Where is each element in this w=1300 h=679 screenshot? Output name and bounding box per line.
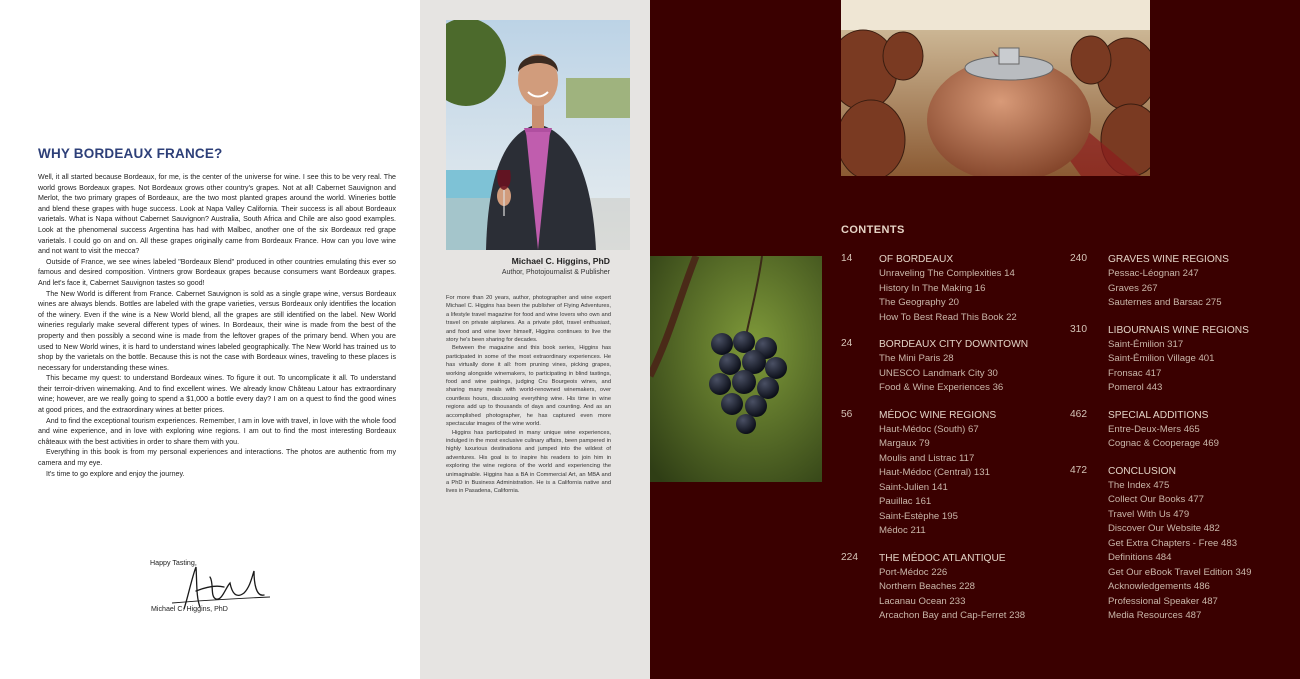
toc-entry: Arcachon Bay and Cap-Ferret 238 (879, 610, 1026, 621)
toc-entry: Get Our eBook Travel Edition 349 (1108, 566, 1252, 578)
toc-section (1070, 324, 1280, 396)
toc-entry: Media Resources 487 (1108, 610, 1202, 621)
closing-text: Happy Tasting, (150, 559, 197, 567)
toc-section-page-number: 224 (841, 551, 858, 563)
toc-section-title: CONCLUSION (1108, 465, 1176, 477)
toc-section-title: LIBOURNAIS WINE REGIONS (1108, 324, 1249, 336)
toc-entry: Unraveling The Complexities 14 (879, 268, 1015, 279)
toc-section-page-number: 24 (841, 338, 853, 349)
letter-body (38, 172, 396, 479)
toc-entry: Saint-Estèphe 195 (879, 510, 958, 522)
toc-entry: Entre-Deux-Mers 465 (1108, 423, 1200, 435)
toc-section-title: OF BORDEAUX (879, 254, 954, 265)
toc-entry: Pomerol 443 (1108, 382, 1163, 393)
toc-section-page-number: 462 (1070, 408, 1087, 420)
letter-paragraph: Everything in this book is from my personal experiences and interactions. The photos are authentic from my camera and my eye. (38, 448, 396, 468)
toc-section (1070, 465, 1280, 624)
wine-cellar-photo (841, 0, 1150, 176)
toc-section (841, 253, 1051, 325)
left-page (0, 0, 420, 679)
toc-entry: Discover Our Website 482 (1108, 523, 1220, 534)
toc-entry: Get Extra Chapters - Free 483 (1108, 537, 1238, 549)
letter-paragraph: And to find the exceptional tourism experiences. Remember, I am in love with travel, in love with the whole food and wine experience, and in love with exploring wine regions. I am out to find the most interesting Bordeaux châteaux with the best activities in order to share them with you. (38, 416, 396, 446)
toc-section (1070, 253, 1280, 311)
toc-entry: Pessac-Léognan 247 (1108, 268, 1199, 279)
toc-entry: How To Best Read This Book 22 (879, 311, 1017, 323)
grape-cluster-photo (650, 256, 822, 482)
toc-entry: Saint-Émilion Village 401 (1108, 353, 1215, 364)
toc-entry: The Mini Paris 28 (879, 353, 954, 364)
toc-entry: Pauillac 161 (879, 496, 932, 507)
letter-paragraph: Outside of France, we see wines labeled "Bordeaux Blend" produced in other countries emulating this ever so famous and desired composition. Vintners grow Bordeaux grapes because consumers want Bordeaux grapes. And let's face it, Cabernet Sauvignon tastes so good! (38, 257, 396, 287)
toc-section-page-number: 240 (1070, 253, 1087, 264)
toc-entry: Saint-Julien 141 (879, 481, 948, 493)
toc-entry: Médoc 211 (879, 525, 926, 536)
toc-entry: Margaux 79 (879, 438, 930, 449)
caption-name: Michael C. Higgins, PhD (511, 256, 610, 266)
toc-entry: Collect Our Books 477 (1108, 494, 1204, 505)
toc-section (1070, 409, 1280, 452)
toc-section-title: BORDEAUX CITY DOWNTOWN (879, 339, 1029, 350)
toc-section-page-number: 56 (841, 408, 853, 420)
toc-entry: Fronsac 417 (1108, 367, 1162, 379)
toc-entry: Lacanau Ocean 233 (879, 595, 966, 607)
toc-entry: Definitions 484 (1108, 552, 1172, 563)
toc-entry: Sauternes and Barsac 275 (1108, 297, 1222, 308)
toc-entry: History In The Making 16 (879, 282, 986, 294)
toc-entry: Port-Médoc 226 (879, 566, 948, 578)
toc-section (841, 409, 1051, 539)
letter-paragraph: This became my quest: to understand Bordeaux wines. To figure it out. To uncomplicate it all. To understand their terroir-driven winemaking. And to find excellent wines. We already know Château Latour has extraordinary wine; however, are we really going to spend a $1,000 a bottle every day? I am on a quest to find the good wines at good prices, and the extraordinary wines at better prices. (38, 374, 396, 415)
bio-paragraph: Higgins has participated in many unique wine experiences, indulged in the most exclusive culinary affairs, been pampered in highly luxurious destinations and jumped into the wildest of adventures. His goal is to inspire his readers to join him in exploring the wine regions of the world and experiencing the unimaginable. Higgins has a BA in Commercial Art, an MBA and a PhD in Business Administration. He is a California native and lives in Pasadena, California. (446, 429, 611, 495)
toc-section-title: THE MÉDOC ATLANTIQUE (879, 552, 1006, 564)
bio-paragraph: For more than 20 years, author, photographer and wine expert Michael C. Higgins has been the publisher of Flying Adventures, a lifestyle travel magazine for food and wine lovers who own and travel on private airplanes. As a private pilot, travel enthusiast, and food and wine lover himself, Higgins continues to live the story he's been sharing for decades. (446, 295, 611, 344)
page-heading: WHY BORDEAUX FRANCE? (38, 146, 223, 161)
toc-entry: Professional Speaker 487 (1108, 595, 1218, 607)
caption-role: Author, Photojournalist & Publisher (501, 269, 610, 276)
letter-paragraph: Well, it all started because Bordeaux, for me, is the center of the universe for wine. I see this to be very real. The world grows Bordeaux grapes. Not Bordeaux grows other country's grapes. Not at all! Cabernet Sauvignon and Merlot, the two primary grapes of Bordeaux, are the two most planted grapes around the world. Wineries bottle and blend these grapes with huge success. Look at Napa Valley California. Their success is all about Bordeaux varietals. What is Napa without Cabernet Sauvignon? Australia, South Africa and Chile are also good examples. Look at the phenomenal success Argentina has had with Malbec, another one of the six Bordeaux red grape varietals. I could go on and on. All these grapes originally came from Bordeaux France. How can you love wine and not want to visit the mecca? (38, 173, 396, 256)
toc-entry: UNESCO Landmark City 30 (879, 367, 998, 379)
toc-section (841, 552, 1051, 624)
toc-section-title: SPECIAL ADDITIONS (1108, 409, 1209, 421)
toc-entry: The Geography 20 (879, 297, 960, 308)
letter-paragraph: It's time to go explore and enjoy the journey. (46, 469, 185, 478)
middle-page (420, 0, 650, 679)
bio-paragraph: Between the magazine and this book series, Higgins has participated in some of the most extraordinary experiences. He has virtually done it all: from pruning vines, picking grapes, working alongside winemakers, to participating in blind tastings, food and wine pairings, judging Cru Bourgeois wines, and sharing many meals with world-renowned winemakers, over countless hours, discussing everything wine. His time in wine regions add up to thousands of days and counting. And as an accomplished photographer, he has captured even more spectacular images of the wine world. (446, 345, 611, 428)
letter-paragraph: The New World is different from France. Cabernet Sauvignon is sold as a single grape wine, versus Bordeaux wines are always blends. Bottles are labeled with the grape varieties, versus Bordeaux only identifies the location of the winery. Even if the wine is a New World blend, all the grapes are still identified on the label. New World wineries regularly make several different types of wines. In Bordeaux, their wine is made from the best of the property and then possibly a second wine is made from the leftover grapes of the primary bend. When you are used to New World wines, it is hard to understand wines labeled geographically. The New World has trained us to shop by the varietals on the bottle. Because this is not the case with Bordeaux wines, traveling to these places is necessary for understanding these wines. (38, 289, 396, 372)
toc-entry: Cognac & Cooperage 469 (1108, 438, 1219, 449)
toc-entry: Haut-Médoc (South) 67 (879, 423, 979, 435)
toc-section-title: GRAVES WINE REGIONS (1108, 254, 1229, 265)
toc-entry: The Index 475 (1108, 479, 1170, 491)
toc-column-right (1070, 253, 1280, 637)
toc-section-title: MÉDOC WINE REGIONS (879, 409, 997, 421)
toc-section (841, 338, 1051, 396)
toc-entry: Travel With Us 479 (1108, 508, 1190, 520)
toc-entry: Northern Beaches 228 (879, 581, 975, 592)
signature-name: Michael C. Higgins, PhD (151, 605, 228, 613)
signature-block (38, 545, 396, 625)
toc-entry: Moulis and Listrac 117 (879, 452, 975, 464)
toc-entry: Food & Wine Experiences 36 (879, 382, 1004, 393)
toc-entry: Graves 267 (1108, 282, 1158, 294)
toc-entry: Acknowledgements 486 (1108, 581, 1210, 592)
toc-section-page-number: 472 (1070, 464, 1087, 476)
toc-section-page-number: 14 (841, 253, 853, 264)
author-bio (446, 294, 611, 496)
toc-entry: Haut-Médoc (Central) 131 (879, 467, 990, 478)
contents-page (650, 0, 1300, 679)
author-portrait-photo (446, 20, 630, 250)
contents-heading: CONTENTS (841, 224, 905, 236)
toc-entry: Saint-Émilion 317 (1108, 338, 1184, 350)
toc-column-left (841, 253, 1051, 637)
toc-section-page-number: 310 (1070, 323, 1087, 335)
